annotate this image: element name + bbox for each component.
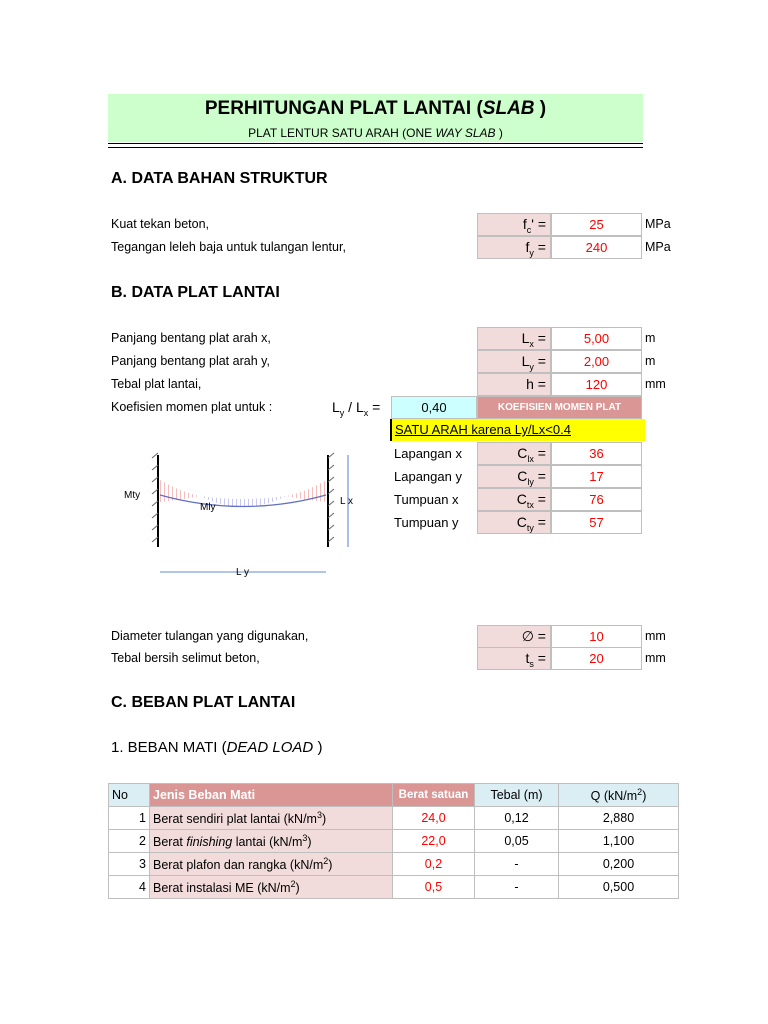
coef-label-tumpuan-y: Tumpuan y	[394, 515, 459, 530]
ly-dimension-label: L y	[236, 567, 249, 578]
clx-label: $C_{lx}$ =	[477, 442, 551, 465]
ratio-label: $L_y / L_x$ =	[332, 399, 381, 418]
ratio-value: 0,40	[391, 396, 477, 419]
cty-label: $C_{ty}$ =	[477, 511, 551, 534]
col-q: Q $(kN/m^2)$	[559, 784, 679, 807]
one-way-note: SATU ARAH karena Ly/Lx<0.4	[390, 419, 645, 441]
section-a-heading: A. DATA BAHAN STRUKTUR	[111, 170, 328, 187]
h-description: Tebal plat lantai,	[111, 377, 202, 391]
dead-load-table	[108, 783, 679, 899]
diameter-value[interactable]: 10	[551, 625, 642, 648]
row-jenis: Berat plafon dan rangka $(kN/m^2)$	[150, 853, 393, 876]
row-q: 2,880	[559, 807, 679, 830]
clx-value[interactable]: 36	[551, 442, 642, 465]
table-row	[109, 807, 679, 830]
slab-moment-diagram	[120, 450, 370, 585]
cover-description: Tebal bersih selimut beton,	[111, 651, 260, 665]
h-value[interactable]: 120	[551, 373, 642, 396]
lx-unit: m	[645, 331, 656, 345]
row-berat[interactable]: 22,0	[393, 830, 475, 853]
cty-value[interactable]: 57	[551, 511, 642, 534]
lx-label: $L_x$ =	[477, 327, 551, 350]
right-support	[328, 453, 334, 547]
lx-dimension-label: L x	[340, 496, 353, 507]
table-row	[109, 830, 679, 853]
diameter-label: ∅ =	[477, 625, 551, 648]
cly-value[interactable]: 17	[551, 465, 642, 488]
section-c-heading: C. BEBAN PLAT LANTAI	[111, 694, 296, 711]
row-tebal[interactable]: -	[475, 853, 559, 876]
col-berat: Berat satuan	[393, 784, 475, 807]
ctx-label: $C_{tx}$ =	[477, 488, 551, 511]
lx-value[interactable]: 5,00	[551, 327, 642, 350]
diameter-unit: mm	[645, 629, 666, 643]
fy-value[interactable]: 240	[551, 236, 642, 259]
row-berat[interactable]: 24,0	[393, 807, 475, 830]
mty-label: Mty	[124, 490, 141, 501]
row-q: 1,100	[559, 830, 679, 853]
row-berat[interactable]: 0,2	[393, 853, 475, 876]
row-q: 0,200	[559, 853, 679, 876]
row-jenis: Berat finishing lantai $(kN/m^3)$	[150, 830, 393, 853]
row-jenis: Berat sendiri plat lantai $(kN/m^3)$	[150, 807, 393, 830]
cly-label: $C_{ly}$ =	[477, 465, 551, 488]
ly-description: Panjang bentang plat arah y,	[111, 354, 270, 368]
row-no: 1	[109, 807, 150, 830]
fy-description: Tegangan leleh baja untuk tulangan lentur,	[111, 240, 346, 254]
cover-unit: mm	[645, 651, 666, 665]
coef-label-tumpuan-x: Tumpuan x	[394, 492, 459, 507]
row-tebal[interactable]: -	[475, 876, 559, 899]
cover-label: $t_s$ =	[477, 647, 551, 670]
cover-value[interactable]: 20	[551, 647, 642, 670]
ly-value[interactable]: 2,00	[551, 350, 642, 373]
fy-label: $f_y$ =	[477, 236, 551, 259]
row-no: 2	[109, 830, 150, 853]
fc-unit: MPa	[645, 217, 671, 231]
page-title: PERHITUNGAN PLAT LANTAI (SLAB )	[204, 98, 547, 119]
coef-label-lapangan-x: Lapangan x	[394, 446, 462, 461]
table-row	[109, 876, 679, 899]
left-support	[152, 453, 158, 547]
ctx-value[interactable]: 76	[551, 488, 642, 511]
coef-label-lapangan-y: Lapangan y	[394, 469, 462, 484]
fc-value[interactable]: 25	[551, 213, 642, 236]
ly-label: $L_y$ =	[477, 350, 551, 373]
ly-unit: m	[645, 354, 656, 368]
title-divider	[108, 143, 643, 148]
lx-description: Panjang bentang plat arah x,	[111, 331, 271, 345]
table-row	[109, 853, 679, 876]
diameter-description: Diameter tulangan yang digunakan,	[111, 629, 309, 643]
mly-label: Mly	[200, 502, 216, 513]
row-berat[interactable]: 0,5	[393, 876, 475, 899]
fy-unit: MPa	[645, 240, 671, 254]
coef-banner: KOEFISIEN MOMEN PLAT	[477, 396, 642, 419]
fc-label: $f_c'$ =	[477, 213, 551, 236]
row-no: 4	[109, 876, 150, 899]
row-no: 3	[109, 853, 150, 876]
row-q: 0,500	[559, 876, 679, 899]
dead-load-heading: 1. BEBAN MATI (DEAD LOAD )	[111, 739, 323, 756]
row-tebal[interactable]: 0,12	[475, 807, 559, 830]
h-unit: mm	[645, 377, 666, 391]
page-subtitle: PLAT LENTUR SATU ARAH (ONE WAY SLAB )	[248, 126, 503, 140]
col-jenis: Jenis Beban Mati	[150, 784, 393, 807]
table-header-row	[109, 784, 679, 807]
title-banner	[108, 94, 643, 142]
col-no: No	[109, 784, 150, 807]
col-tebal: Tebal (m)	[475, 784, 559, 807]
row-jenis: Berat instalasi ME $(kN/m^2)$	[150, 876, 393, 899]
support-moment-left	[160, 480, 200, 502]
coef-description: Koefisien momen plat untuk :	[111, 400, 273, 414]
fc-description: Kuat tekan beton,	[111, 217, 209, 231]
h-label: h =	[477, 373, 551, 396]
row-tebal[interactable]: 0,05	[475, 830, 559, 853]
support-moment-right	[286, 480, 326, 502]
section-b-heading: B. DATA PLAT LANTAI	[111, 284, 280, 301]
